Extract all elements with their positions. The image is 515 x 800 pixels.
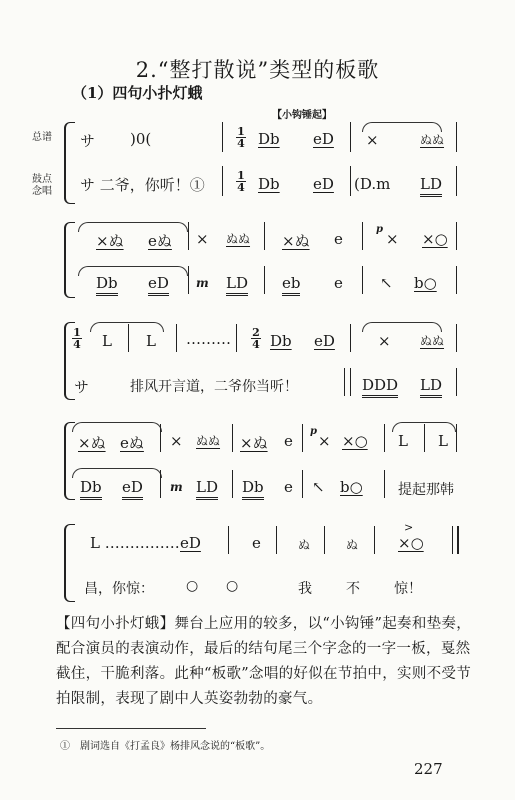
note: e (252, 534, 261, 552)
note: Db (242, 478, 264, 500)
barline (188, 266, 189, 294)
barline (160, 470, 161, 498)
time-signature: 1 4 (237, 169, 245, 194)
note: × (366, 131, 379, 149)
note: L (146, 332, 156, 350)
subsection-title: （1）四句小扑灯蛾 (72, 84, 203, 102)
barline (456, 166, 457, 196)
slur (72, 422, 162, 432)
note: ×○ (342, 432, 368, 450)
lyric: 惊！ (394, 581, 422, 597)
note: × (378, 332, 391, 350)
barline (350, 324, 351, 352)
note: )0( (130, 130, 152, 148)
note: LD (420, 175, 442, 197)
barline (350, 122, 351, 152)
note: DDD (362, 376, 398, 398)
system-brace (64, 122, 75, 204)
barline (236, 324, 237, 352)
lyric: 排风开言道，二爷你当听！ (130, 379, 298, 395)
note: e (334, 230, 343, 248)
note: eD (313, 130, 334, 148)
barline (228, 526, 229, 554)
note: ぬ (346, 538, 359, 552)
slur (362, 322, 442, 332)
barline (160, 424, 161, 452)
barline (232, 424, 233, 452)
slur (78, 266, 188, 276)
barline (302, 470, 303, 498)
barline (456, 266, 457, 294)
note: × (318, 432, 331, 450)
note: L (102, 332, 112, 350)
barline (128, 324, 129, 352)
note: eb (282, 274, 300, 296)
note: × (170, 432, 183, 450)
note: ぬ (298, 538, 311, 552)
note: ×ぬ (78, 434, 106, 452)
dynamic-mark: m (196, 276, 209, 290)
lyric: 我 (298, 581, 312, 597)
lyric: サ (74, 378, 90, 396)
note: ……… (186, 330, 231, 348)
body-paragraph: 【四句小扑灯蛾】舞台上应用的较多，以“小钩锤”起奏和垫奏，配合演员的表演动作，最后的结句尾三个字念的一字一板，戛然截住，干脆利落。此种“板歌”念唱的好似在节拍中，实则不受节拍限制，表现了剧中人英姿勃勃的豪气。 (56, 616, 472, 707)
barline (188, 222, 189, 250)
note: ぬぬ (196, 434, 221, 448)
accent-mark: > (404, 521, 414, 534)
note: eD (148, 274, 169, 296)
lyric: サ 二爷，你听！① (80, 176, 205, 194)
barline (302, 424, 303, 452)
lyric: 提起那韩 (398, 482, 454, 498)
note: L (398, 432, 408, 450)
note: b○ (340, 478, 363, 496)
time-signature: 2 4 (252, 326, 260, 351)
note: Db (258, 175, 280, 193)
dynamic-mark: p (310, 426, 317, 437)
page-number: 227 (414, 760, 443, 778)
note: ×ぬ (96, 232, 124, 250)
note: LD (196, 478, 218, 500)
note: eD (313, 175, 334, 193)
note: b○ (414, 274, 437, 292)
part-label-chant-2: 念唱 (32, 186, 52, 197)
system-brace (64, 222, 75, 298)
part-label-chant-1: 鼓点 (32, 174, 52, 185)
note: Db (96, 274, 118, 296)
note: ×○ (398, 534, 424, 552)
note: eD (314, 332, 335, 350)
system-brace (64, 524, 75, 602)
note: ぬぬ (420, 133, 445, 147)
lyric: ○ (226, 578, 239, 594)
note: ぬぬ (226, 232, 251, 246)
dynamic-mark: p (376, 224, 383, 235)
note: e (284, 432, 293, 450)
note: (D.m (354, 175, 391, 193)
slur (90, 322, 164, 332)
time-signature: 1 4 (237, 125, 245, 150)
note: LD (226, 274, 248, 296)
note: ×ぬ (240, 434, 268, 452)
lyric: 昌，你惊： (84, 581, 154, 597)
note: ↖ (380, 274, 393, 292)
barline (264, 266, 265, 294)
barline (456, 424, 457, 452)
barline (374, 526, 375, 554)
note: Db (80, 478, 102, 500)
part-label-percussion: 总谱 (32, 132, 52, 143)
barline (222, 122, 223, 152)
barline (362, 266, 363, 294)
note: ×○ (422, 230, 448, 248)
note: × (386, 230, 399, 248)
section-title: 2.“整打散说”类型的板歌 (135, 58, 380, 82)
barline (176, 324, 177, 352)
barline (222, 166, 223, 196)
note: LD (420, 376, 442, 398)
note: eぬ (120, 434, 144, 452)
note: eぬ (148, 232, 172, 250)
barline (456, 368, 457, 396)
barline (276, 526, 277, 554)
note: L (438, 432, 448, 450)
system-brace (64, 422, 75, 500)
barline (424, 424, 425, 452)
barline (324, 526, 325, 554)
dynamic-mark: m (170, 480, 183, 494)
barline (232, 470, 233, 498)
note: ぬぬ (420, 334, 445, 348)
slur (72, 468, 162, 478)
note: Db (258, 130, 280, 148)
note: ↖ (312, 478, 325, 496)
note: e (334, 274, 343, 292)
barline (350, 368, 351, 396)
footnote-rule (56, 728, 206, 729)
cue-note: 【小钩锤起】 (272, 110, 332, 121)
note: eD (122, 478, 143, 500)
note: サ (80, 132, 96, 150)
note: eD (180, 534, 201, 552)
lyric: 不 (346, 581, 360, 597)
barline (344, 368, 345, 396)
barline (362, 222, 363, 250)
barline (384, 424, 385, 452)
barline (456, 222, 457, 250)
note: Db (270, 332, 292, 350)
note: ×ぬ (282, 232, 310, 250)
note: e (284, 478, 293, 496)
lyric: ○ (186, 578, 199, 594)
barline (456, 324, 457, 352)
time-signature: 1 4 (73, 326, 81, 351)
final-barline (452, 526, 459, 554)
barline (384, 470, 385, 498)
barline (264, 222, 265, 250)
barline (456, 122, 457, 152)
note: L …………… (90, 534, 180, 552)
footnote: ① 剧词选自《打孟良》杨排风念说的“板歌”。 (60, 741, 271, 752)
note: × (196, 230, 209, 248)
barline (350, 166, 351, 196)
